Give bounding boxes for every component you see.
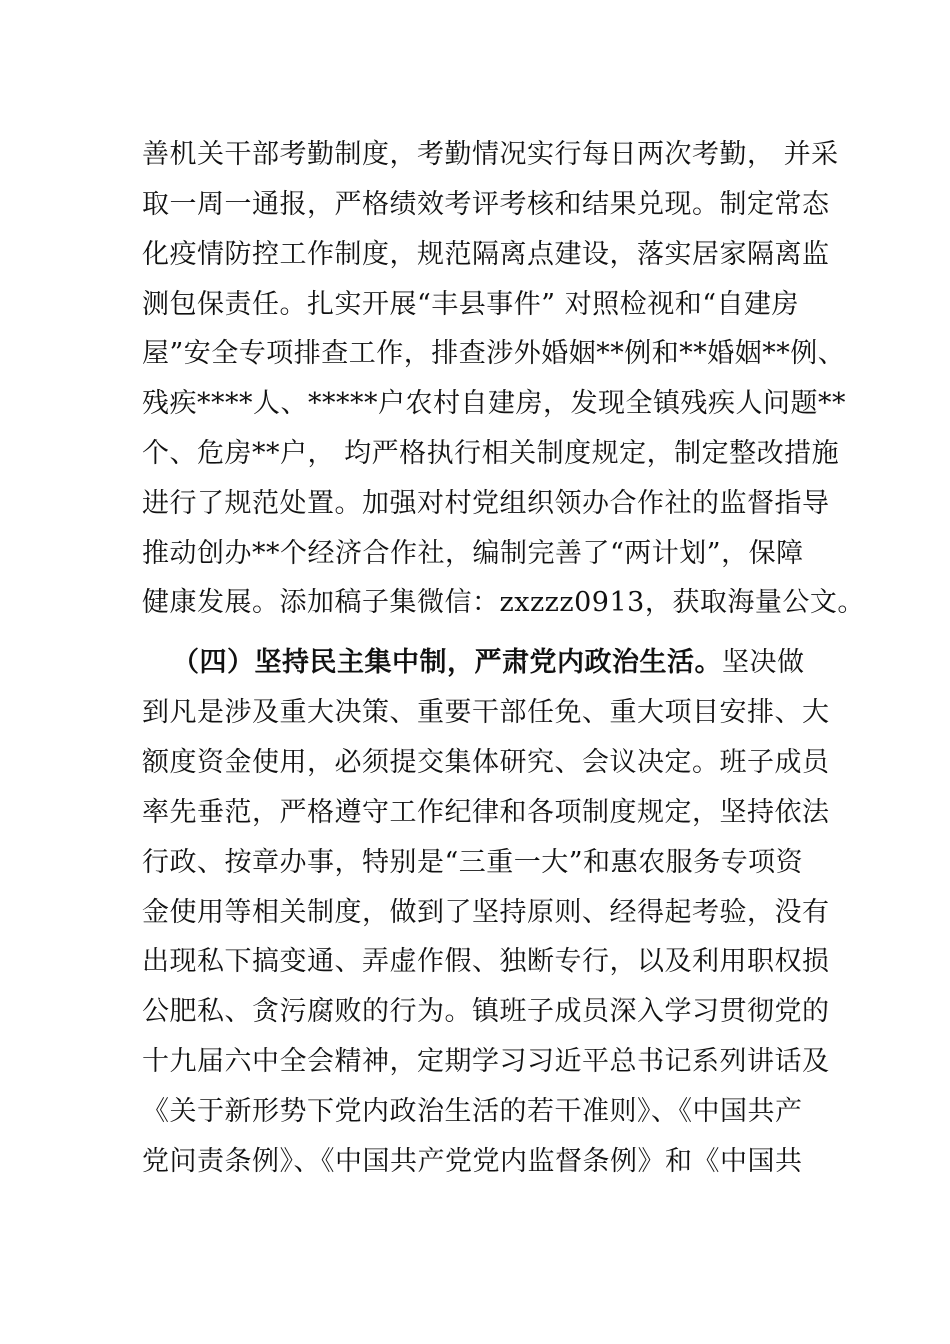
paragraph-line: 善机关干部考勤制度，考勤情况实行每日两次考勤， 并采 [142,139,839,170]
paragraph-line: 化疫情防控工作制度，规范隔离点建设，落实居家隔离监 [142,239,830,270]
paragraph-line: 残疾****人、*****户农村自建房，发现全镇残疾人问题** [142,388,846,419]
paragraph-line: 屋”安全专项排查工作，排查涉外婚姻**例和**婚姻**例、 [142,338,846,369]
heading-continuation: 坚决做 [722,647,805,678]
paragraph-line: 额度资金使用，必须提交集体研究、会议决定。班子成员 [142,747,830,778]
paragraph-line: 个、危房**户， 均严格执行相关制度规定，制定整改措施 [142,438,840,469]
paragraph-line: 金使用等相关制度，做到了坚持原则、经得起考验，没有 [142,897,830,928]
paragraph-line: 到凡是涉及重大决策、重要干部任免、重大项目安排、大 [142,697,830,728]
paragraph-line: 《关于新形势下党内政治生活的若干准则》、《中国共产 [142,1096,803,1127]
section-heading: （四）坚持民主集中制，严肃党内政治生活。 [172,647,722,678]
paragraph-line: 十九届六中全会精神，定期学习习近平总书记系列讲话及 [142,1046,830,1077]
paragraph-line: 取一周一通报，严格绩效考评考核和结果兑现。制定常态 [142,189,830,220]
paragraph-line: 出现私下搞变通、弄虚作假、独断专行，以及利用职权损 [142,946,830,977]
paragraph-line: 进行了规范处置。加强对村党组织领办合作社的监督指导 [142,488,830,519]
paragraph-line: 行政、按章办事，特别是“三重一大”和惠农服务专项资 [142,847,804,878]
paragraph-line: 推动创办**个经济合作社，编制完善了“两计划”，保障 [142,538,804,569]
paragraph-line: 公肥私、贪污腐败的行为。镇班子成员深入学习贯彻党的 [142,996,830,1027]
paragraph-first-line [172,645,805,681]
paragraph-line: 率先垂范，严格遵守工作纪律和各项制度规定，坚持依法 [142,797,830,828]
paragraph-line: 健康发展。添加稿子集微信：zxzzz0913，获取海量公文。 [142,587,865,618]
paragraph-line: 党问责条例》、《中国共产党党内监督条例》和《中国共 [142,1146,803,1177]
paragraph-line: 测包保责任。扎实开展“丰县事件” 对照检视和“自建房 [142,289,799,320]
